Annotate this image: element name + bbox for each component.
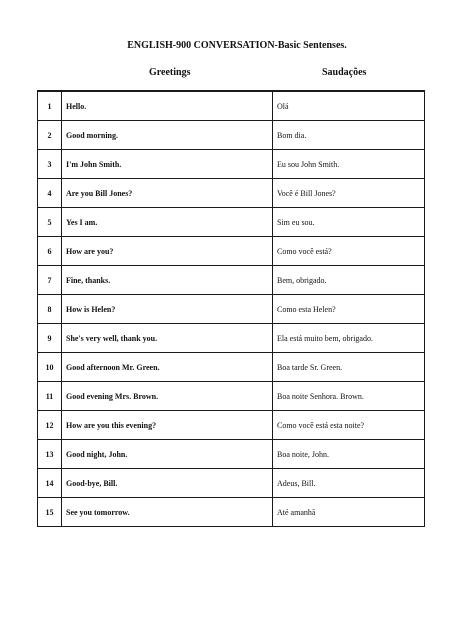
row-number: 6: [38, 237, 62, 266]
portuguese-phrase: Olá: [273, 91, 425, 121]
portuguese-phrase: Até amanhã: [273, 498, 425, 527]
english-phrase: Good-bye, Bill.: [62, 469, 273, 498]
english-phrase: How are you?: [62, 237, 273, 266]
portuguese-phrase: Boa tarde Sr. Green.: [273, 353, 425, 382]
portuguese-phrase: Bem, obrigado.: [273, 266, 425, 295]
table-row: [38, 469, 425, 498]
row-number: 3: [38, 150, 62, 179]
portuguese-phrase: Eu sou John Smith.: [273, 150, 425, 179]
table-row: [38, 208, 425, 237]
row-number: 2: [38, 121, 62, 150]
english-phrase: See you tomorrow.: [62, 498, 273, 527]
english-phrase: I'm John Smith.: [62, 150, 273, 179]
row-number: 4: [38, 179, 62, 208]
row-number: 14: [38, 469, 62, 498]
english-phrase: Good afternoon Mr. Green.: [62, 353, 273, 382]
portuguese-phrase: Como você está?: [273, 237, 425, 266]
portuguese-phrase: Ela está muito bem, obrigado.: [273, 324, 425, 353]
document-title: ENGLISH-900 CONVERSATION-Basic Sentenses.: [127, 40, 347, 51]
portuguese-phrase: Como você está esta noite?: [273, 411, 425, 440]
english-phrase: Are you Bill Jones?: [62, 179, 273, 208]
row-number: 10: [38, 353, 62, 382]
table-row: [38, 324, 425, 353]
row-number: 9: [38, 324, 62, 353]
portuguese-phrase: Boa noite, John.: [273, 440, 425, 469]
table-row: [38, 411, 425, 440]
english-phrase: Hello.: [62, 91, 273, 121]
table-row: [38, 121, 425, 150]
portuguese-phrase: Bom dia.: [273, 121, 425, 150]
portuguese-phrase: Sim eu sou.: [273, 208, 425, 237]
row-number: 1: [38, 91, 62, 121]
english-phrase: Good evening Mrs. Brown.: [62, 382, 273, 411]
english-phrase: Fine, thanks.: [62, 266, 273, 295]
row-number: 8: [38, 295, 62, 324]
portuguese-phrase: Como esta Helen?: [273, 295, 425, 324]
english-phrase: She's very well, thank you.: [62, 324, 273, 353]
row-number: 15: [38, 498, 62, 527]
row-number: 11: [38, 382, 62, 411]
portuguese-phrase: Boa noite Senhora. Brown.: [273, 382, 425, 411]
english-phrase: How are you this evening?: [62, 411, 273, 440]
portuguese-column-header: Saudações: [322, 67, 367, 78]
english-phrase: Good morning.: [62, 121, 273, 150]
table-row: [38, 237, 425, 266]
english-phrase: How is Helen?: [62, 295, 273, 324]
table-row: [38, 382, 425, 411]
portuguese-phrase: Você é Bill Jones?: [273, 179, 425, 208]
table-row: [38, 440, 425, 469]
row-number: 13: [38, 440, 62, 469]
english-phrase: Good night, John.: [62, 440, 273, 469]
phrase-table: [37, 90, 425, 527]
table-row: [38, 150, 425, 179]
table-row: [38, 179, 425, 208]
portuguese-phrase: Adeus, Bill.: [273, 469, 425, 498]
table-row: [38, 353, 425, 382]
table-row: [38, 295, 425, 324]
english-column-header: Greetings: [149, 67, 191, 78]
english-phrase: Yes I am.: [62, 208, 273, 237]
table-row: [38, 266, 425, 295]
row-number: 7: [38, 266, 62, 295]
row-number: 5: [38, 208, 62, 237]
table-row: [38, 91, 425, 121]
table-row: [38, 498, 425, 527]
row-number: 12: [38, 411, 62, 440]
